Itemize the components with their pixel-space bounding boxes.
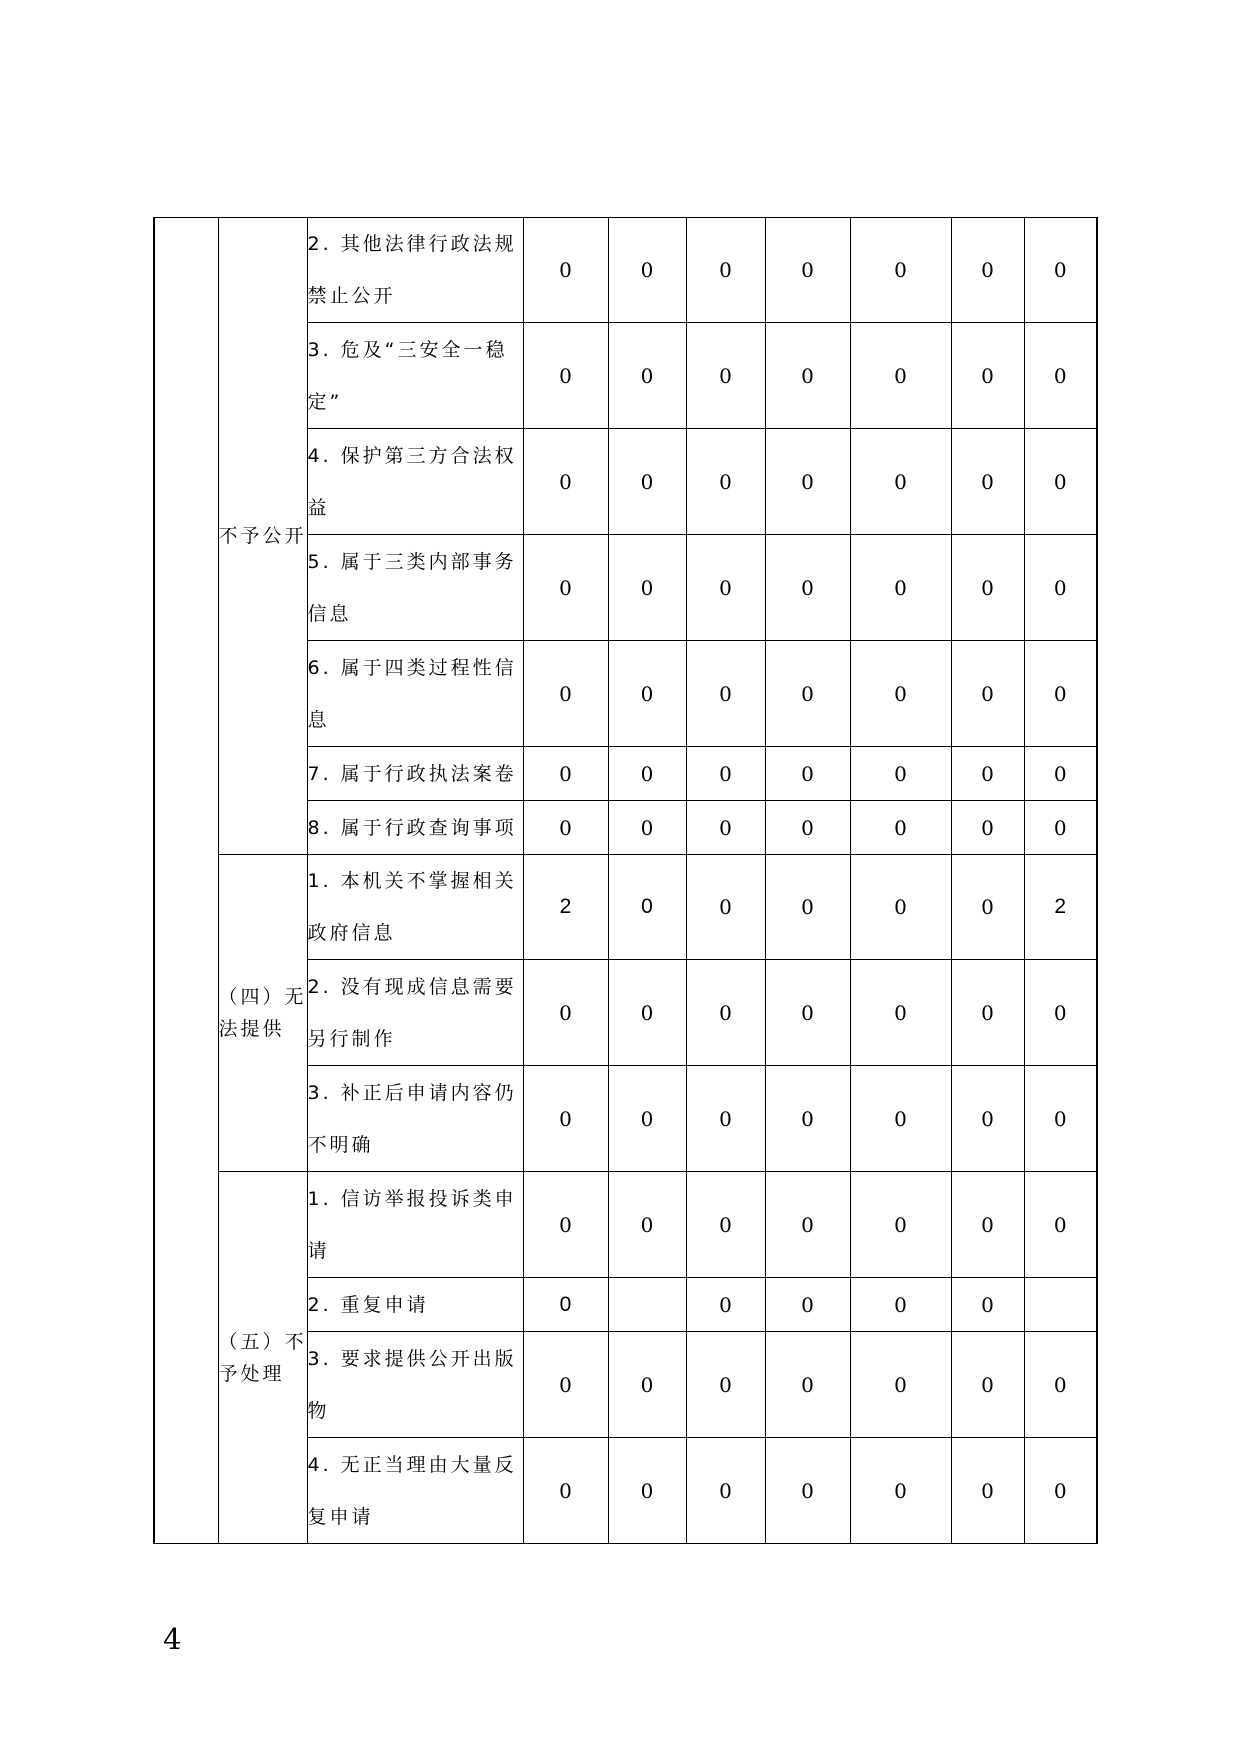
value-cell: 0 — [765, 1438, 850, 1544]
value-cell: 0 — [951, 641, 1024, 747]
value-cell: 0 — [608, 218, 686, 323]
value-cell: 0 — [686, 1332, 765, 1438]
value-cell: 0 — [523, 218, 608, 323]
value-cell: 0 — [523, 801, 608, 855]
value-cell: 0 — [1024, 1438, 1097, 1544]
value-cell: 0 — [608, 855, 686, 960]
value-cell: 0 — [523, 960, 608, 1066]
value-cell: 0 — [765, 429, 850, 535]
value-cell: 0 — [951, 960, 1024, 1066]
value-cell: 0 — [765, 218, 850, 323]
group-label: （四）无法提供 — [218, 855, 307, 1172]
row-item-label: 5. 属于三类内部事务信息 — [307, 535, 523, 641]
value-cell — [1024, 1278, 1097, 1332]
value-cell: 0 — [850, 747, 951, 801]
value-cell: 0 — [1024, 218, 1097, 323]
value-cell: 0 — [686, 960, 765, 1066]
value-cell: 0 — [608, 747, 686, 801]
value-cell: 0 — [523, 641, 608, 747]
value-cell: 0 — [608, 641, 686, 747]
value-cell: 0 — [1024, 641, 1097, 747]
outer-category-cell — [154, 218, 218, 1544]
value-cell: 0 — [523, 747, 608, 801]
value-cell: 0 — [608, 801, 686, 855]
value-cell: 0 — [523, 323, 608, 429]
value-cell: 0 — [951, 801, 1024, 855]
value-cell: 0 — [850, 323, 951, 429]
value-cell: 0 — [1024, 1172, 1097, 1278]
value-cell: 0 — [686, 1066, 765, 1172]
value-cell: 0 — [523, 429, 608, 535]
value-cell: 0 — [951, 323, 1024, 429]
value-cell: 0 — [608, 960, 686, 1066]
value-cell: 0 — [765, 855, 850, 960]
value-cell: 0 — [608, 535, 686, 641]
value-cell: 0 — [686, 641, 765, 747]
value-cell: 0 — [686, 535, 765, 641]
row-item-label: 3. 危及“三安全一稳定” — [307, 323, 523, 429]
value-cell: 0 — [686, 218, 765, 323]
value-cell: 0 — [523, 1332, 608, 1438]
table-row — [154, 855, 1097, 960]
row-item-label: 4. 保护第三方合法权益 — [307, 429, 523, 535]
value-cell: 0 — [951, 1172, 1024, 1278]
value-cell: 0 — [608, 1066, 686, 1172]
row-item-label: 4. 无正当理由大量反复申请 — [307, 1438, 523, 1544]
value-cell: 0 — [1024, 429, 1097, 535]
value-cell: 0 — [765, 1172, 850, 1278]
value-cell: 0 — [1024, 1066, 1097, 1172]
value-cell: 0 — [951, 747, 1024, 801]
value-cell: 0 — [951, 1066, 1024, 1172]
value-cell: 0 — [608, 1172, 686, 1278]
value-cell — [608, 1278, 686, 1332]
table-row — [154, 218, 1097, 323]
row-item-label: 7. 属于行政执法案卷 — [307, 747, 523, 801]
value-cell: 0 — [1024, 801, 1097, 855]
value-cell: 0 — [608, 323, 686, 429]
row-item-label: 1. 信访举报投诉类申请 — [307, 1172, 523, 1278]
value-cell: 0 — [850, 1332, 951, 1438]
value-cell: 0 — [951, 1278, 1024, 1332]
value-cell: 0 — [850, 801, 951, 855]
value-cell: 0 — [608, 1438, 686, 1544]
value-cell: 0 — [850, 429, 951, 535]
group-label: 不予公开 — [218, 218, 307, 855]
value-cell: 0 — [850, 960, 951, 1066]
value-cell: 0 — [686, 1278, 765, 1332]
value-cell: 0 — [1024, 1332, 1097, 1438]
value-cell: 0 — [686, 1172, 765, 1278]
value-cell: 0 — [765, 535, 850, 641]
value-cell: 0 — [850, 218, 951, 323]
value-cell: 0 — [686, 747, 765, 801]
value-cell: 0 — [951, 535, 1024, 641]
value-cell: 0 — [765, 1066, 850, 1172]
value-cell: 0 — [850, 641, 951, 747]
value-cell: 0 — [850, 855, 951, 960]
value-cell: 0 — [765, 801, 850, 855]
value-cell: 0 — [608, 1332, 686, 1438]
value-cell: 0 — [686, 323, 765, 429]
row-item-label: 6. 属于四类过程性信息 — [307, 641, 523, 747]
value-cell: 0 — [686, 429, 765, 535]
value-cell: 0 — [765, 1278, 850, 1332]
row-item-label: 8. 属于行政查询事项 — [307, 801, 523, 855]
value-cell: 0 — [951, 429, 1024, 535]
page-number: 4 — [163, 1622, 182, 1656]
value-cell: 0 — [686, 855, 765, 960]
row-item-label: 3. 补正后申请内容仍不明确 — [307, 1066, 523, 1172]
value-cell: 0 — [850, 1278, 951, 1332]
value-cell: 2 — [1024, 855, 1097, 960]
value-cell: 0 — [765, 323, 850, 429]
disclosure-statistics-table — [153, 217, 1098, 1544]
value-cell: 0 — [765, 1332, 850, 1438]
value-cell: 0 — [951, 218, 1024, 323]
value-cell: 0 — [523, 535, 608, 641]
value-cell: 0 — [765, 960, 850, 1066]
value-cell: 0 — [1024, 747, 1097, 801]
row-item-label: 2. 其他法律行政法规禁止公开 — [307, 218, 523, 323]
value-cell: 0 — [765, 747, 850, 801]
value-cell: 0 — [608, 429, 686, 535]
value-cell: 2 — [523, 855, 608, 960]
value-cell: 0 — [1024, 960, 1097, 1066]
value-cell: 0 — [523, 1066, 608, 1172]
value-cell: 0 — [1024, 535, 1097, 641]
value-cell: 0 — [523, 1172, 608, 1278]
value-cell: 0 — [523, 1438, 608, 1544]
value-cell: 0 — [850, 1172, 951, 1278]
value-cell: 0 — [523, 1278, 608, 1332]
value-cell: 0 — [951, 1438, 1024, 1544]
value-cell: 0 — [951, 1332, 1024, 1438]
value-cell: 0 — [1024, 323, 1097, 429]
row-item-label: 2. 重复申请 — [307, 1278, 523, 1332]
row-item-label: 3. 要求提供公开出版物 — [307, 1332, 523, 1438]
value-cell: 0 — [850, 1438, 951, 1544]
value-cell: 0 — [686, 1438, 765, 1544]
group-label: （五）不予处理 — [218, 1172, 307, 1544]
value-cell: 0 — [765, 641, 850, 747]
table-row — [154, 1172, 1097, 1278]
value-cell: 0 — [850, 535, 951, 641]
value-cell: 0 — [951, 855, 1024, 960]
row-item-label: 2. 没有现成信息需要另行制作 — [307, 960, 523, 1066]
value-cell: 0 — [850, 1066, 951, 1172]
row-item-label: 1. 本机关不掌握相关政府信息 — [307, 855, 523, 960]
value-cell: 0 — [686, 801, 765, 855]
